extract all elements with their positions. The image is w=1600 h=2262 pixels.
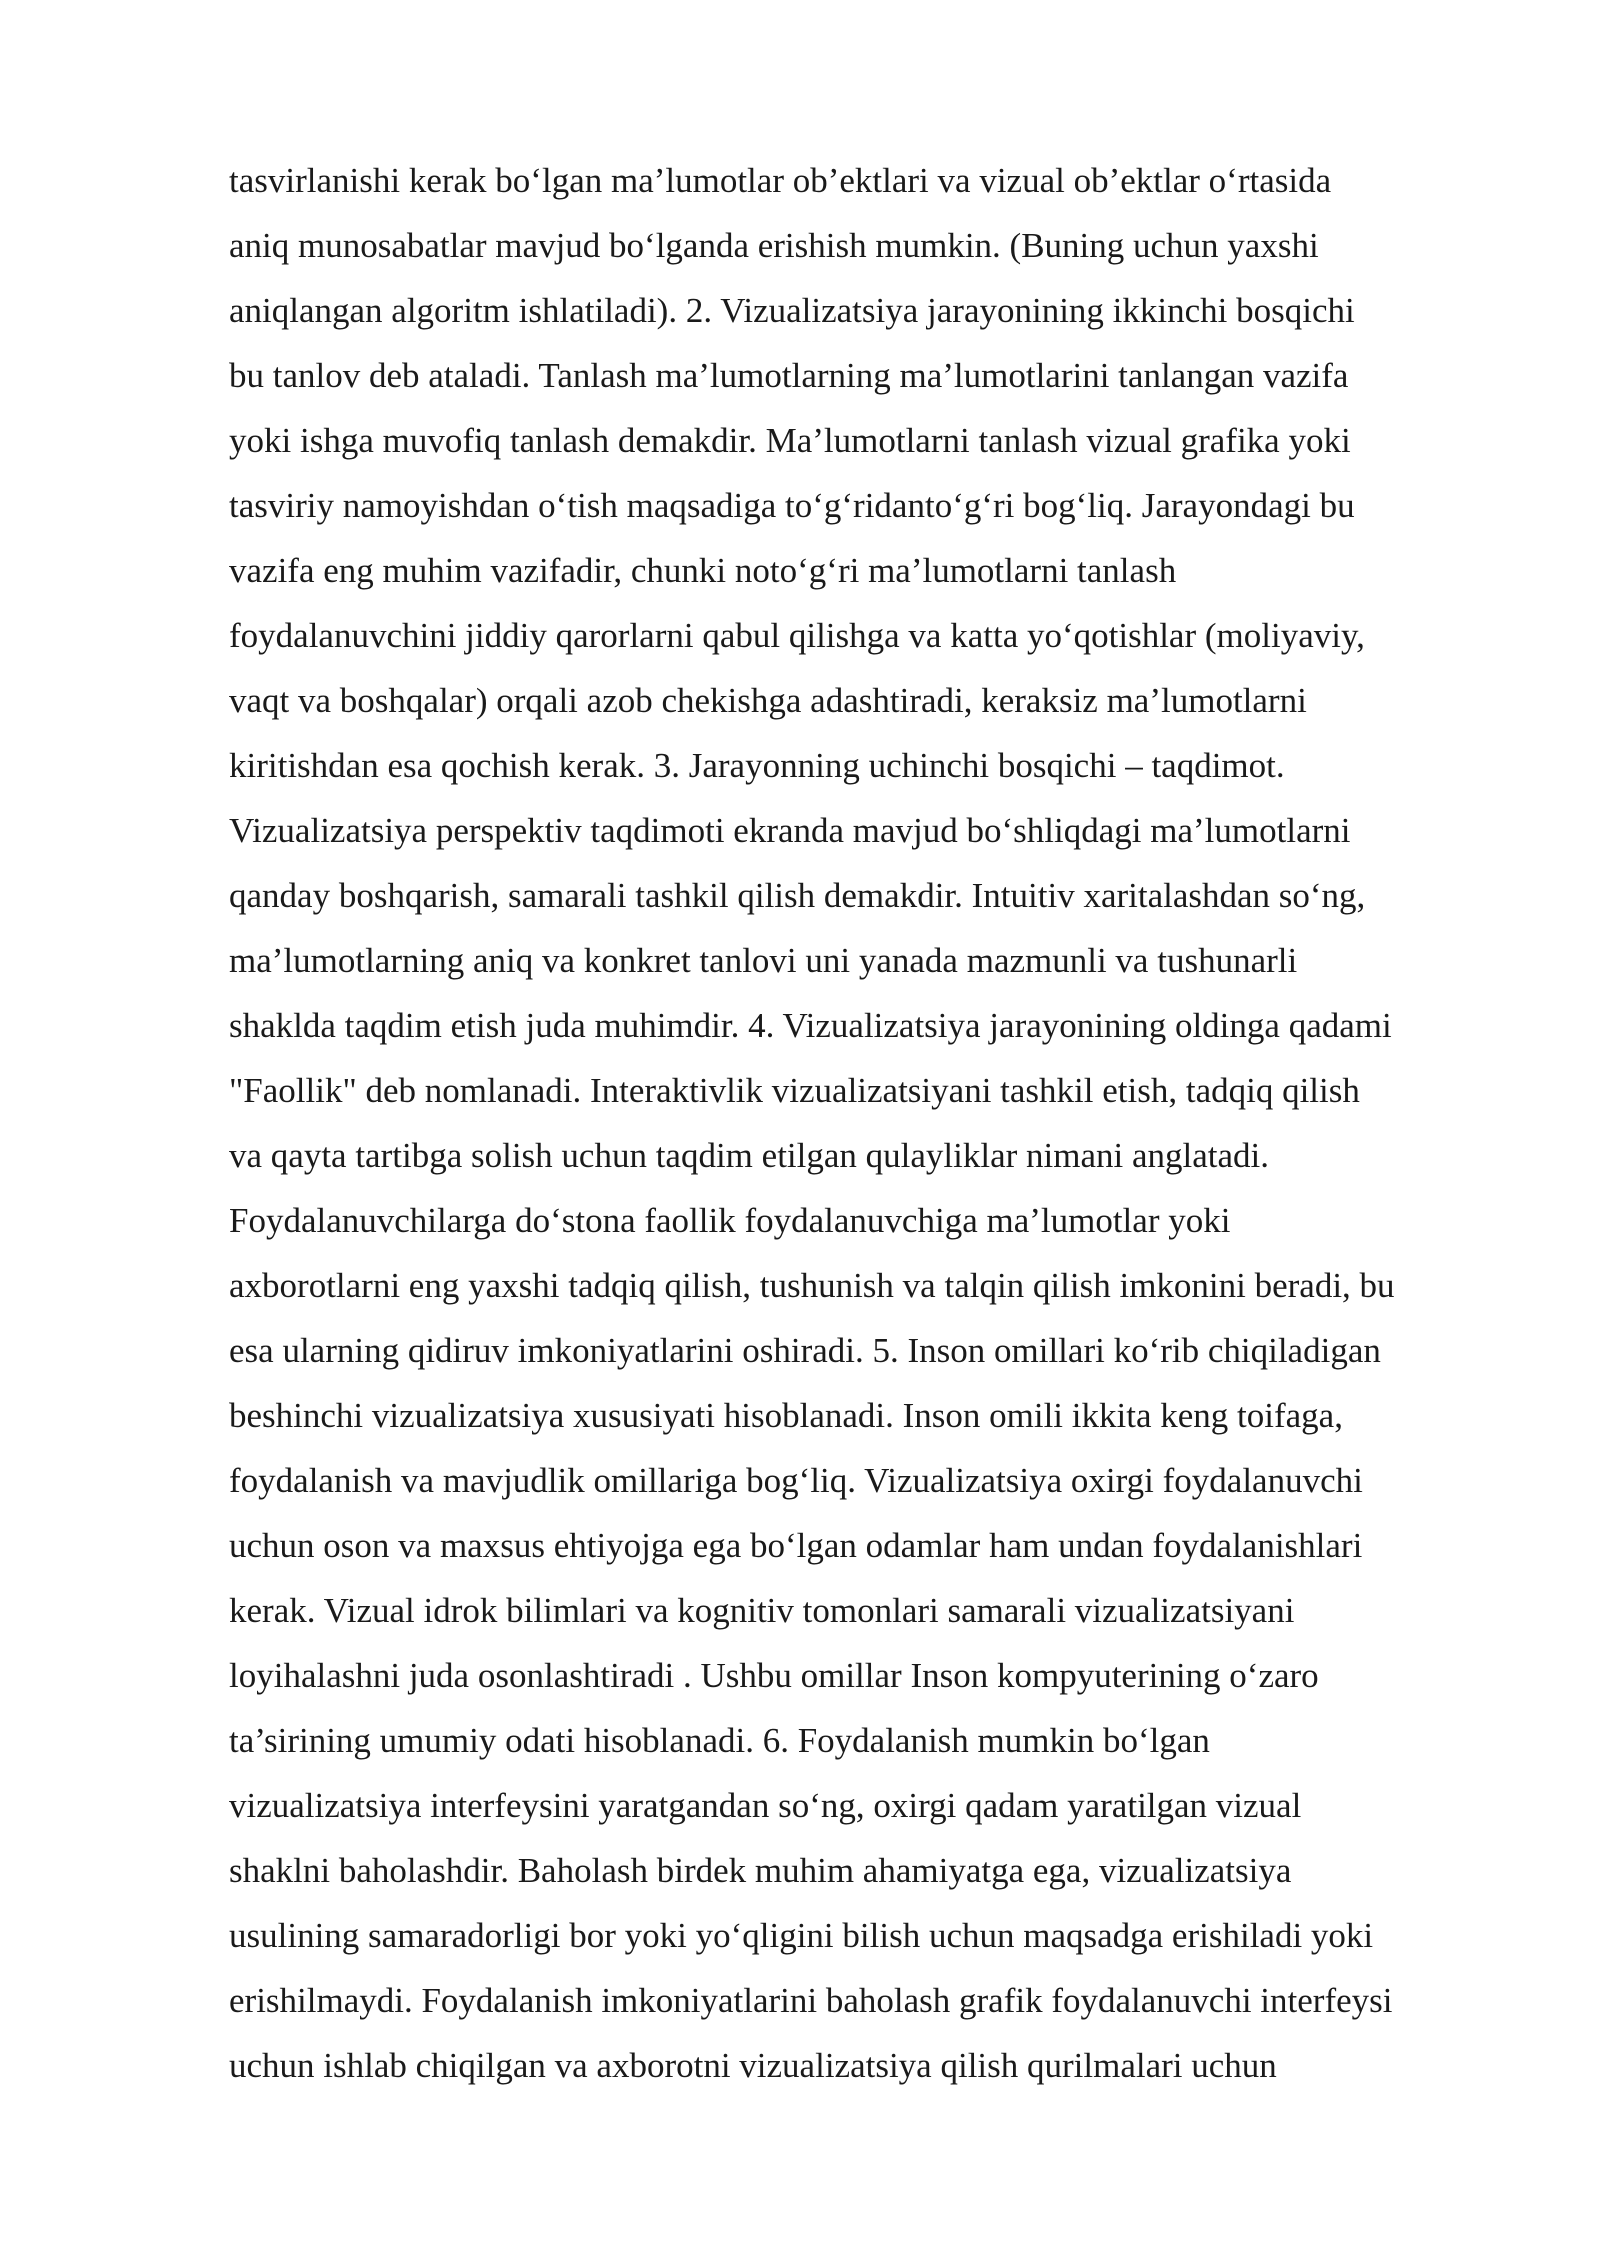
text-line: foydalanuvchini jiddiy qarorlarni qabul qilishga va katta yo‘qotishlar (moliyaviy, [229,616,1365,655]
text-line: loyihalashni juda osonlashtiradi . Ushbu omillar Inson kompyuterining o‘zaro [229,1656,1319,1695]
text-line: aniq munosabatlar mavjud bo‘lganda erishish mumkin. (Buning uchun yaxshi [229,226,1319,265]
text-line: vazifa eng muhim vazifadir, chunki noto‘g‘ri ma’lumotlarni tanlash [229,551,1177,590]
text-line: tasvirlanishi kerak bo‘lgan ma’lumotlar ob’ektlari va vizual ob’ektlar o‘rtasida [229,161,1332,200]
text-line: ta’sirining umumiy odati hisoblanadi. 6. Foydalanish mumkin bo‘lgan [229,1721,1210,1760]
text-line: vaqt va boshqalar) orqali azob chekishga adashtiradi, keraksiz ma’lumotlarni [229,681,1307,720]
text-line: beshinchi vizualizatsiya xususiyati hisoblanadi. Inson omili ikkita keng toifaga, [229,1396,1343,1435]
text-line: uchun oson va maxsus ehtiyojga ega bo‘lgan odamlar ham undan foydalanishlari [229,1526,1363,1565]
text-line: tasviriy namoyishdan o‘tish maqsadiga to‘g‘ridanto‘g‘ri bog‘liq. Jarayondagi bu [229,486,1355,525]
body-text [229,148,1529,2098]
text-line: uchun ishlab chiqilgan va axborotni vizualizatsiya qilish qurilmalari uchun [229,2046,1277,2085]
text-line: shaklni baholashdir. Baholash birdek muhim ahamiyatga ega, vizualizatsiya [229,1851,1292,1890]
text-line: ma’lumotlarning aniq va konkret tanlovi uni yanada mazmunli va tushunarli [229,941,1298,980]
text-line: Foydalanuvchilarga do‘stona faollik foydalanuvchiga ma’lumotlar yoki [229,1201,1231,1240]
text-line: usulining samaradorligi bor yoki yo‘qligini bilish uchun maqsadga erishiladi yoki [229,1916,1374,1955]
text-line: qanday boshqarish, samarali tashkil qilish demakdir. Intuitiv xaritalashdan so‘ng, [229,876,1366,915]
text-line: vizualizatsiya interfeysini yaratgandan so‘ng, oxirgi qadam yaratilgan vizual [229,1786,1302,1825]
text-line: yoki ishga muvofiq tanlash demakdir. Ma’lumotlarni tanlash vizual grafika yoki [229,421,1351,460]
text-line: axborotlarni eng yaxshi tadqiq qilish, tushunish va talqin qilish imkonini beradi, bu [229,1266,1395,1305]
text-line: bu tanlov deb ataladi. Tanlash ma’lumotlarning ma’lumotlarini tanlangan vazifa [229,356,1349,395]
text-line: shaklda taqdim etish juda muhimdir. 4. Vizualizatsiya jarayonining oldinga qadami [229,1006,1392,1045]
text-line: va qayta tartibga solish uchun taqdim etilgan qulayliklar nimani anglatadi. [229,1136,1270,1175]
text-line: kiritishdan esa qochish kerak. 3. Jarayonning uchinchi bosqichi – taqdimot. [229,746,1285,785]
text-line: kerak. Vizual idrok bilimlari va kognitiv tomonlari samarali vizualizatsiyani [229,1591,1295,1630]
text-line: erishilmaydi. Foydalanish imkoniyatlarini baholash grafik foydalanuvchi interfeysi [229,1981,1393,2020]
text-line: Vizualizatsiya perspektiv taqdimoti ekranda mavjud bo‘shliqdagi ma’lumotlarni [229,811,1351,850]
text-line: "Faollik" deb nomlanadi. Interaktivlik vizualizatsiyani tashkil etish, tadqiq qilish [229,1071,1360,1110]
text-line: aniqlangan algoritm ishlatiladi). 2. Vizualizatsiya jarayonining ikkinchi bosqichi [229,291,1355,330]
text-line: esa ularning qidiruv imkoniyatlarini oshiradi. 5. Inson omillari ko‘rib chiqiladigan [229,1331,1381,1370]
text-line: foydalanish va mavjudlik omillariga bog‘liq. Vizualizatsiya oxirgi foydalanuvchi [229,1461,1363,1500]
